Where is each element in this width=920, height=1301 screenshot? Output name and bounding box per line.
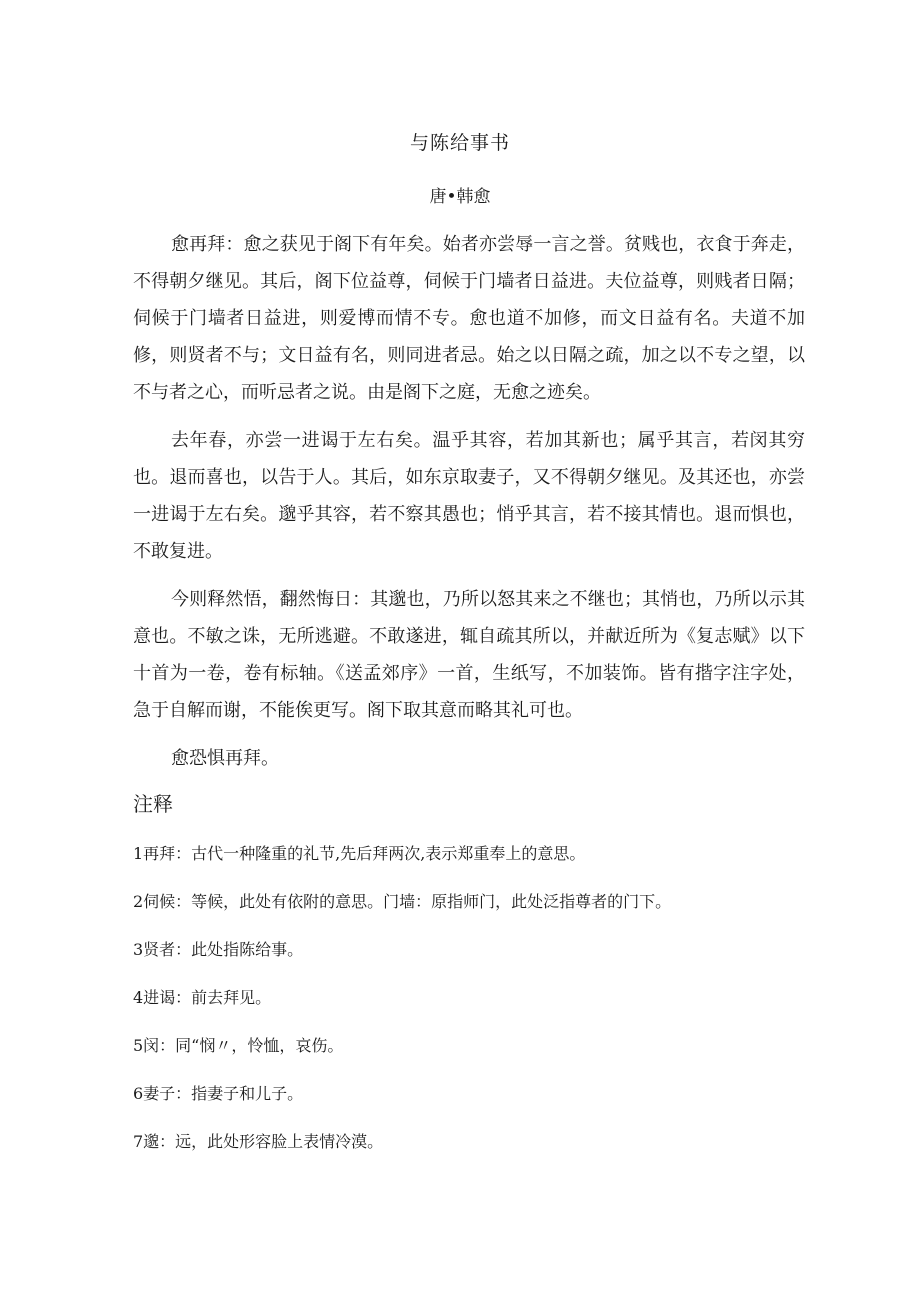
document-title: 与陈给事书 — [409, 132, 510, 154]
note-item: 2伺候：等候，此处有依附的意思。门墙：原指师门，此处泛指尊者的门下。 — [133, 892, 672, 911]
paragraph: 今则释然悟，翻然悔日：其邈也，乃所以怒其来之不继也；其悄也，乃所以示其意也。不敏之诛，无所逃避。不敢遂进，辄自疏其所以，并献近所为《复志赋》以下十首为一卷，卷有标轴。《送孟郊序》一首，生纸写，不加装饰。皆有揩字注字处，急于自解而谢，不能俟更写。阁下取其意而略其礼可也。 — [133, 589, 805, 721]
paragraph: 去年春，亦尝一进谒于左右矣。温乎其容，若加其新也；属乎其言，若闵其穷也。退而喜也，以告于人。其后，如东京取妻子，又不得朝夕继见。及其还也，亦尝一进谒于左右矣。邈乎其容，若不察其愚也；悄乎其言，若不接其情也。退而惧也，不敢复进。 — [133, 430, 805, 562]
note-item: 6妻子：指妻子和儿子。 — [133, 1084, 304, 1103]
note-item: 5闵：同“悯〃，怜恤，哀伤。 — [133, 1036, 344, 1055]
paragraph: 愈再拜：愈之获见于阁下有年矣。始者亦尝辱一言之誉。贫贱也，衣食于奔走，不得朝夕继见。其后，阁下位益尊，伺候于门墙者日益进。夫位益尊，则贱者日隔；伺候于门墙者日益进，则爱博而情不专。愈也道不加修，而文日益有名。夫道不加修，则贤者不与；文日益有名，则同进者忌。始之以日隔之疏，加之以不专之望，以不与者之心，而听忌者之说。由是阁下之庭，无愈之迹矣。 — [133, 234, 805, 403]
note-item: 4进谒：前去拜见。 — [133, 988, 272, 1007]
document-author: 唐•韩愈 — [429, 187, 491, 207]
paragraph: 愈恐惧再拜。 — [171, 748, 279, 769]
notes-heading: 注释 — [133, 792, 173, 816]
notes-list — [133, 838, 813, 1174]
note-item: 1再拜：古代一种隆重的礼节,先后拜两次,表示郑重奉上的意思。 — [133, 844, 586, 863]
note-item: 3贤者：此处指陈给事。 — [133, 940, 304, 959]
document-body — [133, 226, 805, 788]
note-item: 7邈：远，此处形容脸上表情冷漠。 — [133, 1132, 384, 1151]
